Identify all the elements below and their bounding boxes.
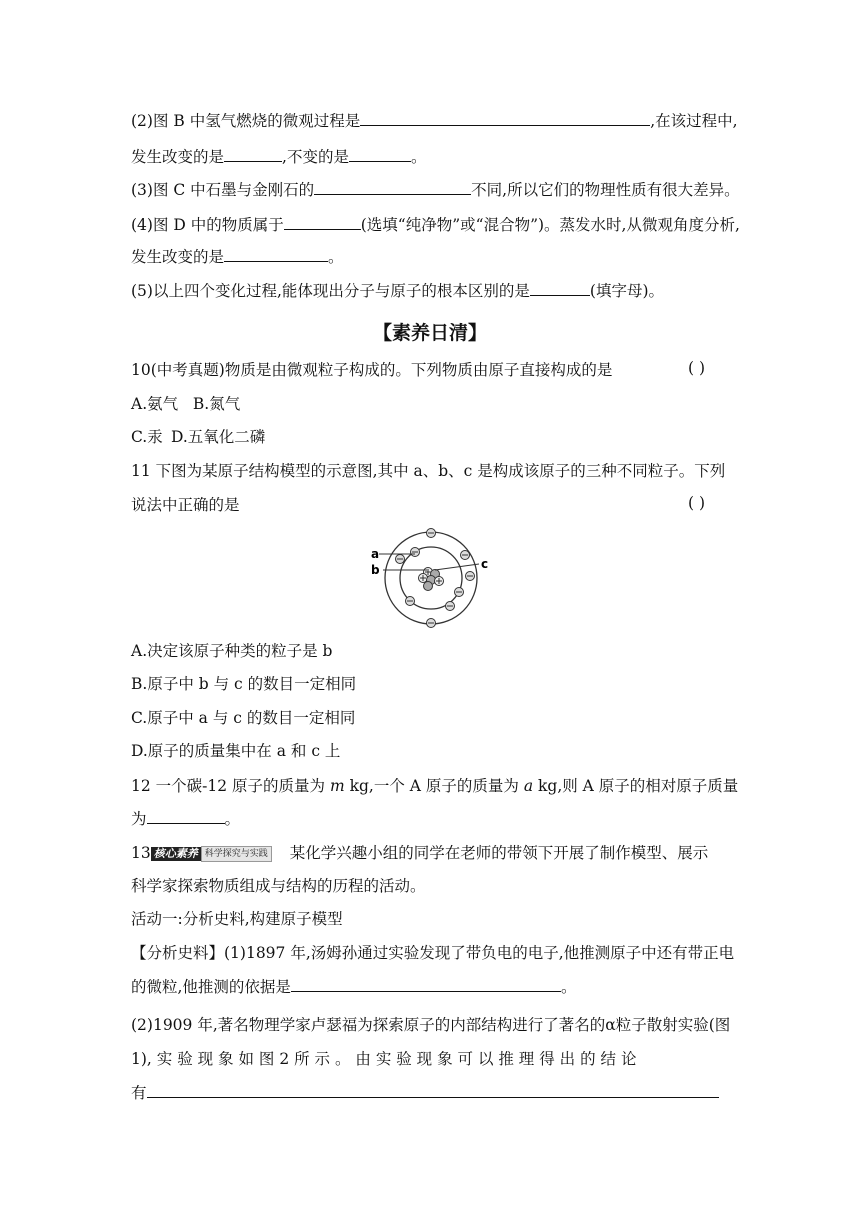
answer-blank[interactable]: [360, 111, 650, 126]
electron: [411, 548, 420, 557]
electron: [406, 597, 415, 606]
q11-option-b[interactable]: B.原子中 b 与 c 的数目一定相同: [131, 675, 357, 693]
q10-stem: 10(中考真题)物质是由微观粒子构成的。下列物质由原子直接构成的是: [131, 361, 613, 379]
nucleus: [419, 568, 444, 591]
q10-option-b[interactable]: B.氮气: [192, 395, 241, 413]
q13-history2-line1: (2)1909 年,著名物理学家卢瑟福为探索原子的内部结构进行了著名的α粒子散射实验(图: [131, 1016, 731, 1034]
q12-line1: 12 一个碳-12 原子的质量为 m kg,一个 A 原子的质量为 a kg,则 A 原子的相对原子质量: [131, 777, 739, 795]
q9-part3: (3)图 C 中石墨与金刚石的 不同,所以它们的物理性质有很大差异。: [131, 181, 740, 199]
answer-blank[interactable]: [314, 180, 471, 195]
q9-part4-line1: (4)图 D 中的物质属于 (选填“纯净物”或“混合物”)。蒸发水时,从微观角度分析,: [131, 216, 740, 234]
q13-line2: 科学家探索物质组成与结构的历程的活动。: [131, 877, 426, 895]
q9-part2-line1: (2)图 B 中氢气燃烧的微观过程是 ,在该过程中,: [131, 112, 738, 130]
label-a: a: [371, 547, 380, 561]
neutron: [424, 582, 433, 591]
q10-option-a[interactable]: A.氨气: [131, 395, 179, 413]
electron: [396, 555, 405, 564]
q9-part5: (5)以上四个变化过程,能体现出分子与原子的根本区别的是 (填字母)。: [131, 282, 664, 300]
answer-blank[interactable]: [291, 977, 561, 992]
answer-blank[interactable]: [147, 1083, 719, 1098]
answer-blank[interactable]: [224, 147, 282, 162]
electron: [455, 588, 464, 597]
q11-option-d[interactable]: D.原子的质量集中在 a 和 c 上: [131, 742, 341, 760]
label-b: b: [371, 563, 380, 577]
electron: [461, 551, 470, 560]
q9-part4-line2: 发生改变的是 。: [131, 248, 344, 266]
q11-stem-line1: 11 下图为某原子结构模型的示意图,其中 a、b、c 是构成该原子的三种不同粒子。下列: [131, 462, 726, 480]
answer-blank[interactable]: [284, 215, 361, 230]
q11-option-c[interactable]: C.原子中 a 与 c 的数目一定相同: [131, 709, 356, 727]
q10-option-c[interactable]: C.汞: [131, 428, 163, 446]
label-c-leader: [435, 564, 479, 570]
science-practice-badge: 科学探究与实践: [201, 846, 272, 862]
answer-blank[interactable]: [147, 809, 225, 824]
core-literacy-badge: 核心素养: [151, 847, 201, 861]
electron: [427, 529, 436, 538]
q13-history1-line1: 【分析史料】(1)1897 年,汤姆孙通过实验发现了带负电的电子,他推测原子中还有带正电: [131, 944, 735, 962]
q10-option-d[interactable]: D.五氧化二磷: [171, 428, 266, 446]
q13-line1: 13 核心素养 科学探究与实践 某化学兴趣小组的同学在老师的带领下开展了制作模型、展示: [131, 844, 709, 862]
answer-blank[interactable]: [224, 247, 328, 262]
q13-history2-line2: 1), 实 验 现 象 如 图 2 所 示 。 由 实 验 现 象 可 以 推 理 得 出 的 结 论: [131, 1050, 637, 1068]
q13-history2-line3: 有: [131, 1082, 719, 1104]
q11-option-a[interactable]: A.决定该原子种类的粒子是 b: [131, 642, 333, 660]
q10-answer-paren[interactable]: ( ): [688, 359, 706, 377]
electron: [427, 619, 436, 628]
electron: [466, 572, 475, 581]
answer-blank[interactable]: [349, 147, 411, 162]
q10-options-row1: [131, 393, 240, 415]
electron: [446, 602, 455, 611]
answer-blank[interactable]: [530, 281, 590, 296]
q11-answer-paren[interactable]: ( ): [688, 494, 706, 512]
q10-options-row2: [131, 426, 265, 448]
q13-activity1: 活动一:分析史料,构建原子模型: [131, 910, 343, 928]
q12-line2: 为 。: [131, 810, 241, 828]
label-c: c: [481, 557, 489, 571]
atom-structure-diagram: [365, 528, 495, 628]
proton: [435, 577, 444, 586]
q13-history1-line2: 的微粒,他推测的依据是 。: [131, 978, 577, 996]
section-title: 【素养日清】: [372, 322, 487, 344]
q11-stem-line2: 说法中正确的是: [131, 496, 240, 514]
q9-part2-line2: 发生改变的是 ,不变的是 。: [131, 148, 427, 166]
